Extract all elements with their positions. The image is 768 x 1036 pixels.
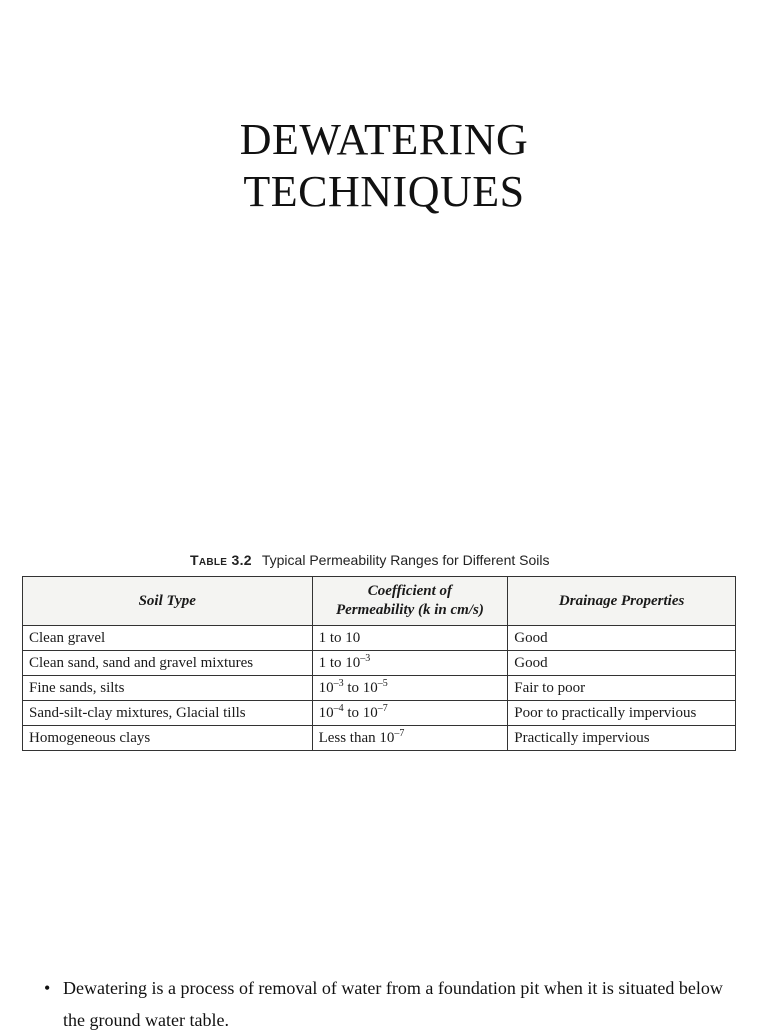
bullet-list — [44, 972, 744, 1036]
cell-coefficient: 1 to 10 — [312, 626, 508, 651]
cell-coefficient: Less than $10^{-7}$ — [312, 726, 508, 751]
table-row — [23, 701, 736, 726]
table-caption — [190, 552, 550, 568]
cell-coefficient: 1 to $10^{-3}$ — [312, 651, 508, 676]
cell-soil: Clean gravel — [23, 626, 313, 651]
title-line-2: TECHNIQUES — [243, 167, 525, 216]
table-header-row — [23, 577, 736, 626]
header-coefficient: Coefficient of Permeability (k in cm/s) — [312, 577, 508, 626]
page-title — [0, 114, 768, 218]
header-soil-type: Soil Type — [23, 577, 313, 626]
bullet-item — [44, 972, 744, 1036]
table-row — [23, 676, 736, 701]
cell-soil: Fine sands, silts — [23, 676, 313, 701]
table-row — [23, 651, 736, 676]
cell-soil: Clean sand, sand and gravel mixtures — [23, 651, 313, 676]
cell-soil: Sand-silt-clay mixtures, Glacial tills — [23, 701, 313, 726]
table-row — [23, 626, 736, 651]
cell-soil: Homogeneous clays — [23, 726, 313, 751]
cell-drainage: Practically impervious — [508, 726, 736, 751]
cell-drainage: Fair to poor — [508, 676, 736, 701]
bullet-marker: • — [44, 978, 51, 998]
bullet-text: Dewatering is a process of removal of water from a foundation pit when it is situated below the ground water table. — [63, 978, 723, 1030]
cell-drainage: Good — [508, 651, 736, 676]
cell-drainage: Poor to practically impervious — [508, 701, 736, 726]
cell-coefficient: $10^{-3}$ to $10^{-5}$ — [312, 676, 508, 701]
permeability-table — [22, 576, 736, 751]
title-line-1: DEWATERING — [239, 115, 529, 164]
table-number: Table 3.2 — [190, 552, 252, 568]
cell-coefficient: $10^{-4}$ to $10^{-7}$ — [312, 701, 508, 726]
table-caption-text: Typical Permeability Ranges for Different Soils — [261, 552, 550, 568]
table-row — [23, 726, 736, 751]
cell-drainage: Good — [508, 626, 736, 651]
header-drainage: Drainage Properties — [508, 577, 736, 626]
